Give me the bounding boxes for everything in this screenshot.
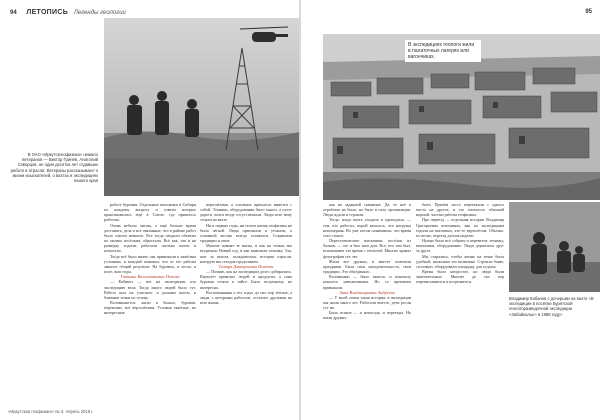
paragraph: Ни в первые годы, ни потом жизнь геофизика не была лёгкой. Люди приезжали и уезжали, а основной костяк всегда оставался. Сохранили традиции и опыт. xyxy=(200,222,292,244)
paragraph: работе бурения. Отдельные вахтовики в Сибири по каждому вопросу и советы которые практиковались ещё в Союзе, где пришлось работать. xyxy=(104,202,196,223)
left-photo-caption: В ОАО «Иркутскгеофизика» немало ветеранов — Виктор Гринёв, Анатолий Скворцов, не один десяток лет отдавших работе в отрасли. Ветераны рассказывают о жизни изыскателей, о вахтах и экспедициях нашего края xyxy=(10,152,98,184)
camp-photo-caption: В экспедициях геологи жили в палаточных лагерях или вагончиках. xyxy=(405,40,481,62)
paragraph: Про переезд — отдельная история. Владимир Григорьевич вспоминал, как по экспедициям ездили на вахтовках, кто-то вертолётом. Обычно, по весне, переезд длился неделю. xyxy=(416,217,504,238)
paragraph: Тогда всё было иначе, мы привыкали к тяжёлым условиям, и каждый понимал, что от его работы зависит общий результат. На буровых, в лесах, в поле, шли годы. xyxy=(104,253,196,275)
right-page-number: 95 xyxy=(585,9,592,15)
paragraph: вертолётами, а основное пришлось вывезти с собой. Техники, оборудования было много, а пути-дороги почти везде отсутствовали. Люди всю зиму стояли на вахте. xyxy=(200,202,292,223)
paragraph: Время было непростое, но люди были замечательные. Многие до сих пор переписываются и встречаются. xyxy=(416,269,504,285)
paragraph: Тогда, когда вахта уходила и приходила, — тем, кто работал, порой казалось, что нагрузка непомерная. Но уже потом понимаешь, что время того стоило. xyxy=(323,217,411,238)
left-page-number: 94 xyxy=(10,10,17,16)
subheading: Тамара Дмитриевна Исакова xyxy=(218,263,274,269)
paragraph: быть. Причём часто переезжали с одного места на другое, и это считалось обычной нормой, частью работы геофизика. xyxy=(416,202,504,218)
paragraph: Вспоминаю — было тяжело, и поначалу казалось невозможным. Но со временем привыкали. xyxy=(323,274,411,290)
paragraph: Жили все дружно, и вместе отмечали праздники. Была своя самодеятельность, свои традиции. Это объединяло. xyxy=(323,258,411,275)
paragraph: Было всякое — и непогода, и переезды. Но жили дружно. xyxy=(323,310,411,321)
section-rubric: Легенды геологии xyxy=(73,10,126,16)
left-footer: «Иркутская геофизика» № 4. Апрель 2019 г. xyxy=(8,409,94,414)
right-header xyxy=(585,9,592,15)
right-column-1 xyxy=(323,202,411,397)
paragraph: — У моей семьи такая история: в экспедиции мы жили много лет. Работали вместе, дети росли тут же. xyxy=(323,294,411,311)
family-photo xyxy=(509,202,600,292)
paragraph: Мы старались, чтобы жизнь на точке была удобной, насколько это возможно. Строили баню, столовую, оборудовали площадку для отдыха. xyxy=(416,253,504,269)
right-page xyxy=(301,0,600,420)
paragraph: Воспоминания о тех годах до сих пор тёплые, а люди, с которыми работали, остались друзьями на всю жизнь. xyxy=(200,289,292,305)
left-main-photo xyxy=(104,18,299,196)
subheading: Анна Владимировна Андреева xyxy=(339,289,395,295)
left-main-photo-illustration xyxy=(104,18,299,196)
paragraph: Многие помнят те вахты, и как на точках мы встречали Новый год, и как вывозили технику. Так, шаг за шагом, складывалась история отрасли, которую мы сегодня продолжаем. xyxy=(200,243,292,264)
section-title: ЛЕТОПИСЬ xyxy=(26,9,69,16)
paragraph: как на заданной скважине. Да, ее неё в отработке не было, но было в силу организации. Люди ждали и строили. xyxy=(323,202,411,218)
family-photo-caption: Владимир Кабанов с дочерьми на вахте «В экспедиции в посёлке Бурятской геологоразведочной экспедиции «Забайкалье» в 1986 году» xyxy=(509,296,594,317)
subheading: Татьяна Валентиновна Попова xyxy=(120,274,180,280)
left-column-2 xyxy=(200,202,292,397)
family-photo-illustration xyxy=(509,202,600,292)
left-header xyxy=(10,9,126,16)
paragraph: — Кабинет — вот на экспедиции, кто экспедицию вела. Тогда много людей было тут. Работа шла на участках: и дальние вахты, и ближние точки по сезону. xyxy=(104,279,196,300)
paragraph: — Помню, как на экспедиции долго добирались. Вертолёт привозил людей и продукты, а сама буровая стояла в тайге. Было по-разному, но интересно. xyxy=(200,269,292,290)
paragraph: Переселенческие вагончики, посёлки из балков, — это и был наш дом. Все, кто там был, вспоминают это время с теплотой. Многие хранят фотографии тех лет. xyxy=(323,238,411,259)
left-column-1 xyxy=(104,202,196,397)
paragraph: Нужно было всё собрать и перевезти: технику, вагончики, оборудование. Люди держались друг за друга. xyxy=(416,238,504,254)
paragraph: Очень небыло читать, а ещё больше время доставить, дела и все связанные, что в районе работ было совсем немного. Все тогда сводили объекты по малым посёлкам, обрастали. Всё как, так и на разведку ходили, работали сколько могли и помогали. xyxy=(104,222,196,254)
paragraph: Вспоминается: жили в балках, буровая, перевозки, всё вертолётами. Условия тяжёлые, но интересные. xyxy=(104,299,196,316)
right-column-2 xyxy=(416,202,504,397)
left-page xyxy=(0,0,299,420)
